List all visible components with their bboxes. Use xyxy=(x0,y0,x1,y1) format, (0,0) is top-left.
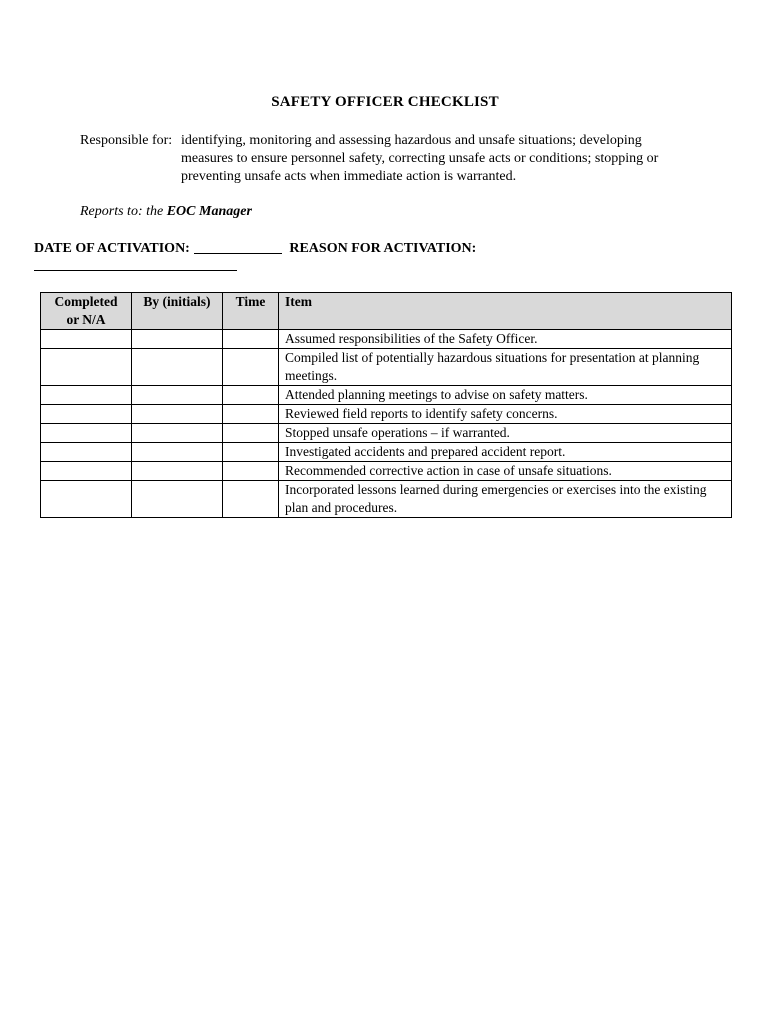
initials-cell[interactable] xyxy=(132,405,223,424)
header-by-initials: By (initials) xyxy=(132,293,223,330)
completed-cell[interactable] xyxy=(41,462,132,481)
item-cell: Reviewed field reports to identify safety concerns. xyxy=(279,405,732,424)
reason-for-activation-blank[interactable] xyxy=(34,270,237,271)
completed-cell[interactable] xyxy=(41,349,132,386)
item-cell: Assumed responsibilities of the Safety Officer. xyxy=(279,330,732,349)
item-cell: Investigated accidents and prepared accident report. xyxy=(279,443,732,462)
table-header-row xyxy=(41,293,732,330)
checklist-table xyxy=(40,292,732,518)
reason-for-activation-label: REASON FOR ACTIVATION: xyxy=(289,241,477,256)
time-cell[interactable] xyxy=(223,443,279,462)
initials-cell[interactable] xyxy=(132,424,223,443)
header-time: Time xyxy=(223,293,279,330)
responsible-label: Responsible for: xyxy=(80,133,173,148)
time-cell[interactable] xyxy=(223,386,279,405)
table-row xyxy=(41,386,732,405)
completed-cell[interactable] xyxy=(41,481,132,518)
table-row xyxy=(41,462,732,481)
item-cell: Compiled list of potentially hazardous situations for presentation at planning meetings. xyxy=(279,349,732,386)
date-of-activation-blank[interactable] xyxy=(194,239,282,254)
completed-cell[interactable] xyxy=(41,386,132,405)
initials-cell[interactable] xyxy=(132,443,223,462)
completed-cell[interactable] xyxy=(41,424,132,443)
table-row xyxy=(41,424,732,443)
responsible-text: identifying, monitoring and assessing hazardous and unsafe situations; developing measures to ensure personnel safety, correcting unsafe acts or conditions; stopping or preventing unsafe acts when immediate action is warranted. xyxy=(181,133,659,184)
time-cell[interactable] xyxy=(223,405,279,424)
time-cell[interactable] xyxy=(223,330,279,349)
item-cell: Stopped unsafe operations – if warranted. xyxy=(279,424,732,443)
reports-to-prefix: Reports to: the xyxy=(80,204,164,219)
page-title: SAFETY OFFICER CHECKLIST xyxy=(271,94,499,110)
reports-to-role: EOC Manager xyxy=(166,204,252,219)
completed-cell[interactable] xyxy=(41,443,132,462)
time-cell[interactable] xyxy=(223,349,279,386)
item-cell: Incorporated lessons learned during emergencies or exercises into the existing plan and procedures. xyxy=(279,481,732,518)
completed-cell[interactable] xyxy=(41,330,132,349)
table-row xyxy=(41,405,732,424)
reports-to xyxy=(80,204,252,220)
initials-cell[interactable] xyxy=(132,330,223,349)
responsibilities xyxy=(80,132,680,186)
header-item: Item xyxy=(279,293,732,330)
time-cell[interactable] xyxy=(223,462,279,481)
activation-line xyxy=(34,239,476,257)
item-cell: Recommended corrective action in case of unsafe situations. xyxy=(279,462,732,481)
initials-cell[interactable] xyxy=(132,349,223,386)
completed-cell[interactable] xyxy=(41,405,132,424)
header-completed: Completed or N/A xyxy=(41,293,132,330)
item-cell: Attended planning meetings to advise on safety matters. xyxy=(279,386,732,405)
time-cell[interactable] xyxy=(223,481,279,518)
initials-cell[interactable] xyxy=(132,462,223,481)
initials-cell[interactable] xyxy=(132,481,223,518)
table-row xyxy=(41,349,732,386)
time-cell[interactable] xyxy=(223,424,279,443)
initials-cell[interactable] xyxy=(132,386,223,405)
table-row xyxy=(41,330,732,349)
table-row xyxy=(41,443,732,462)
date-of-activation-label: DATE OF ACTIVATION: xyxy=(34,241,190,256)
table-row xyxy=(41,481,732,518)
